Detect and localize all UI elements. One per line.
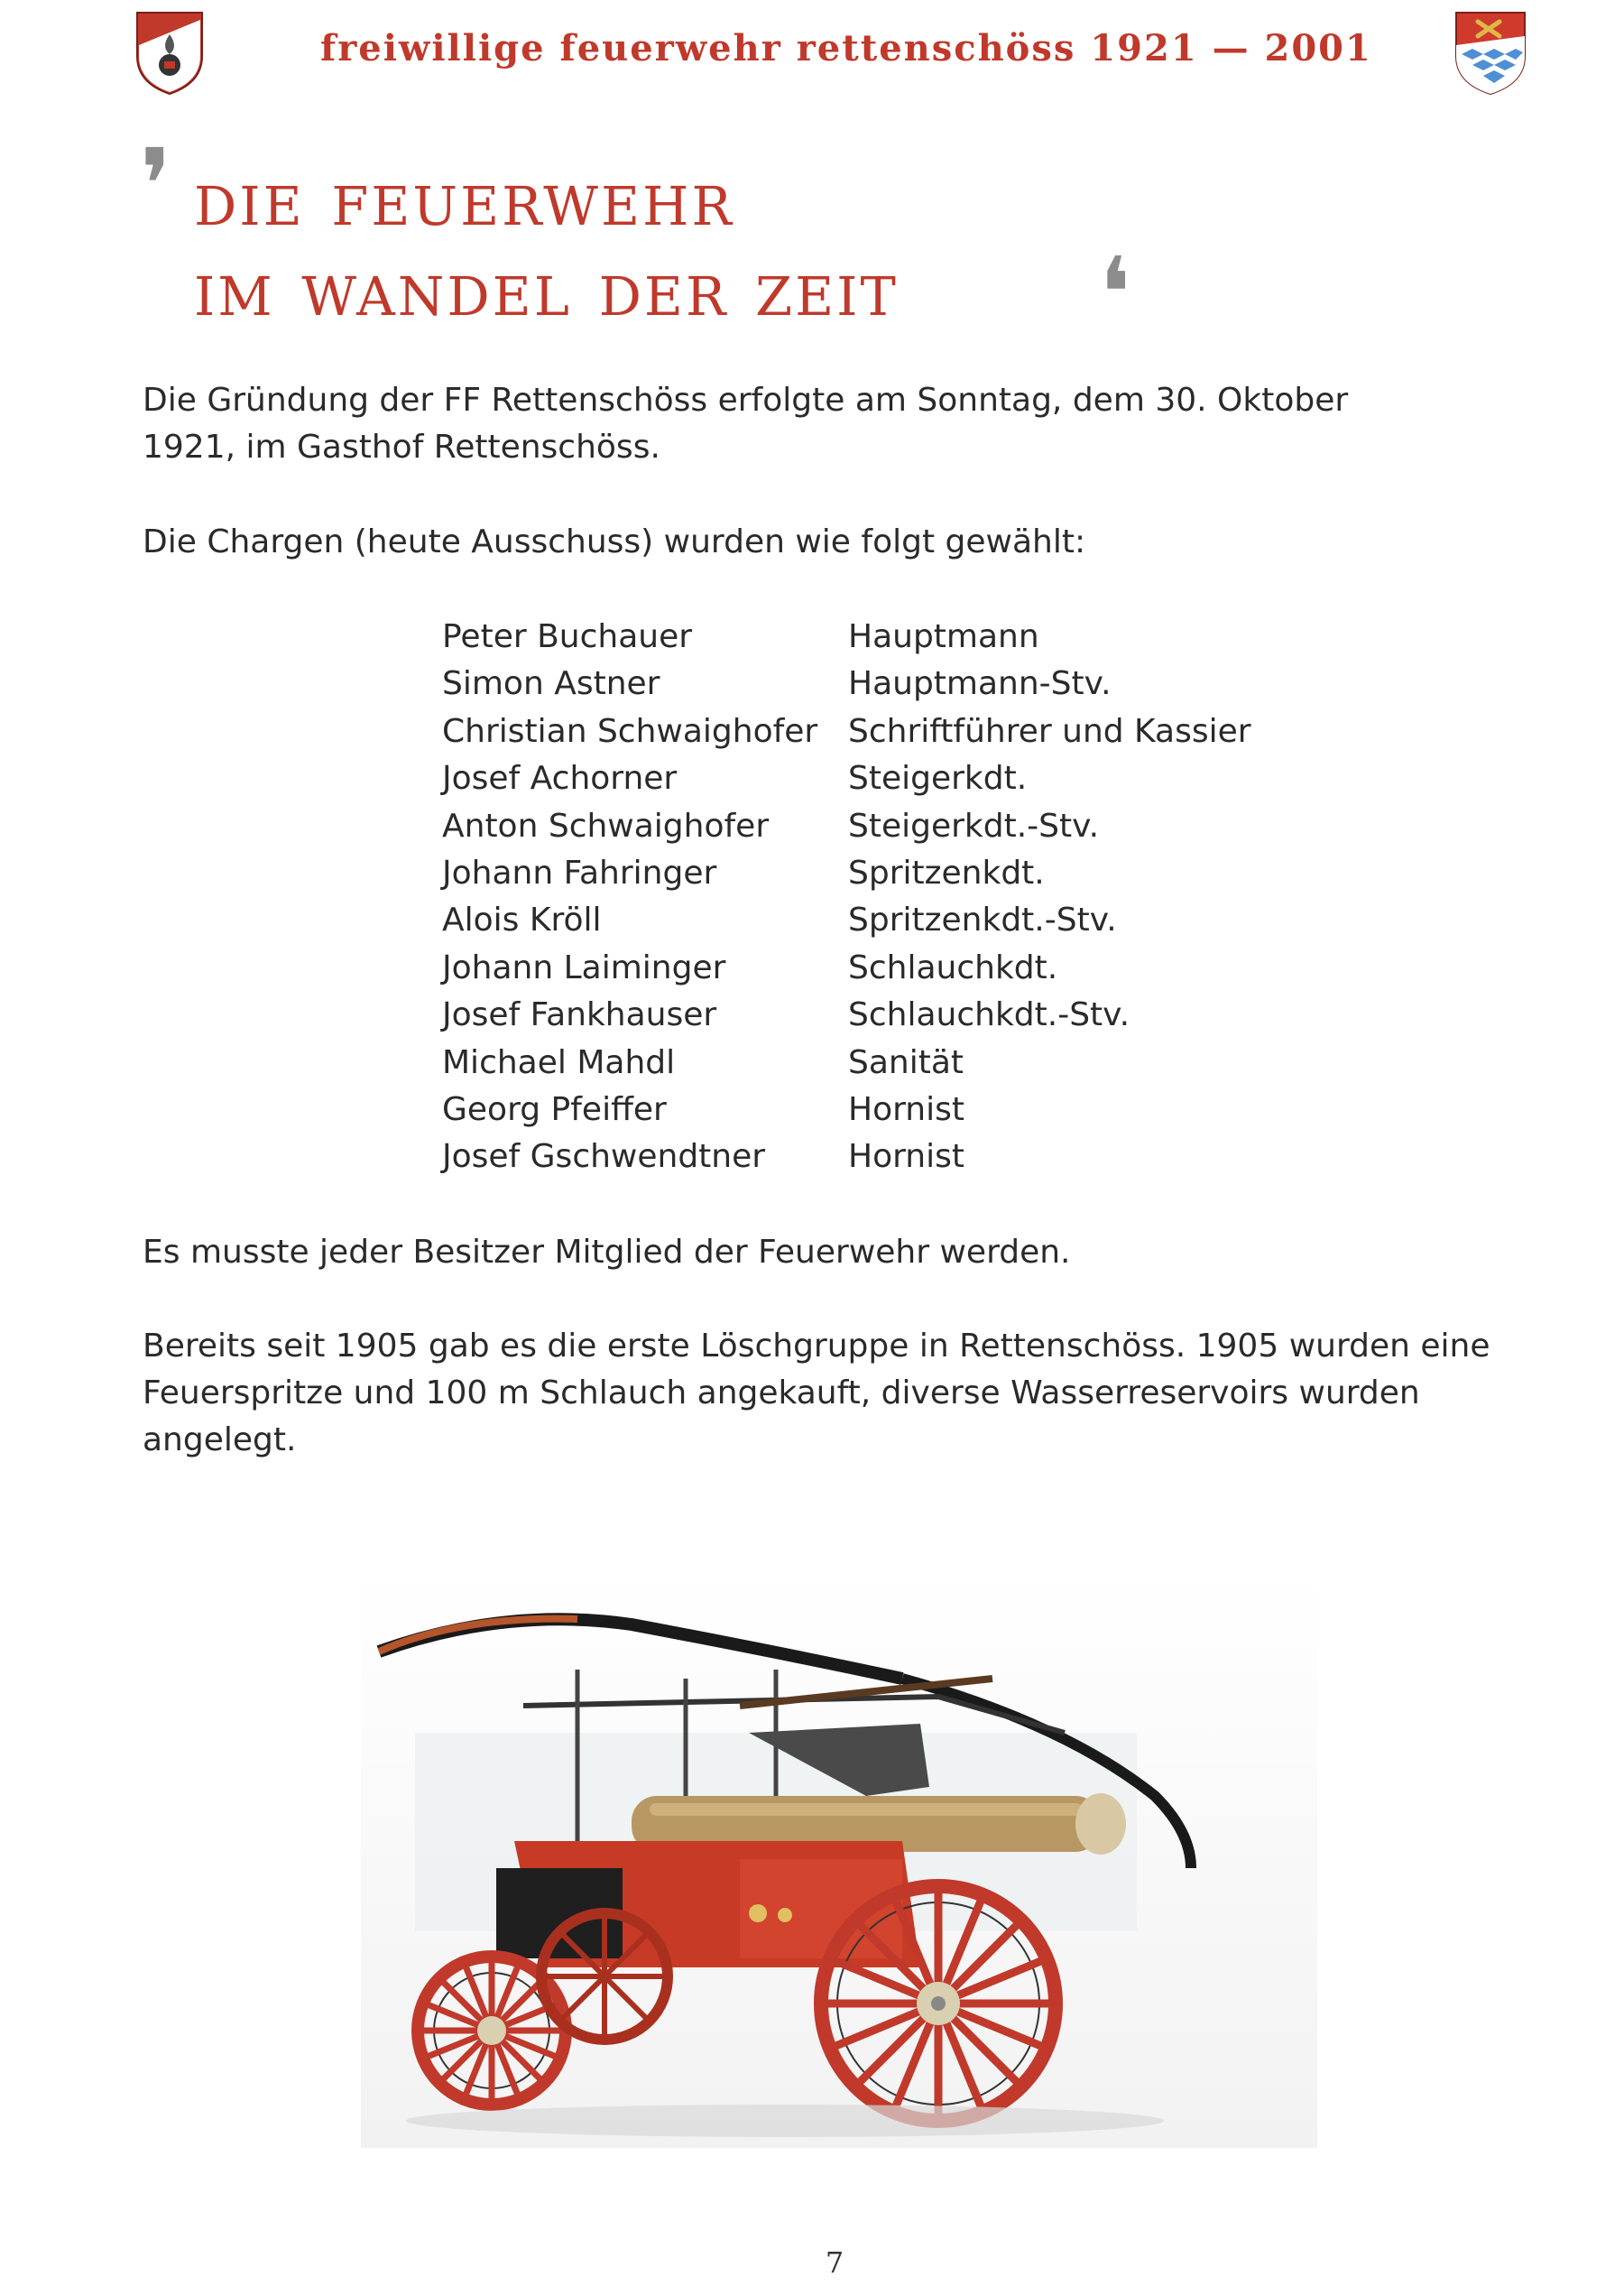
page-title — [194, 153, 899, 334]
roster-list — [442, 614, 1353, 1181]
roster-row — [442, 755, 1353, 802]
roster-role: Hornist — [848, 1090, 964, 1128]
opening-quote-mark: ❜ — [140, 127, 172, 243]
roster-row — [442, 850, 1353, 897]
roster-name: Michael Mahdl — [442, 1043, 676, 1081]
roster-name: Josef Gschwendtner — [442, 1138, 766, 1176]
roster-role: Steigerkdt.-Stv. — [848, 807, 1100, 845]
roster-role: Schriftführer und Kassier — [848, 712, 1251, 750]
page-title-line-1: die feuerwehr — [194, 154, 734, 243]
roster-row — [442, 803, 1353, 850]
roster-row — [442, 661, 1353, 708]
roster-name: Johann Fahringer — [442, 854, 717, 892]
roster-role: Spritzenkdt.-Stv. — [848, 902, 1117, 939]
roster-name: Josef Fankhauser — [442, 996, 717, 1034]
roster-name: Georg Pfeiffer — [442, 1090, 667, 1128]
header-title: freiwillige feuerwehr rettenschöss 1921 — 2001 — [320, 27, 1372, 69]
roster-row — [442, 1134, 1353, 1180]
roster-role: Schlauchkdt.-Stv. — [848, 996, 1130, 1034]
roster-name: Peter Buchauer — [442, 618, 693, 655]
roster-row — [442, 708, 1353, 755]
closing-quote-mark: ❛ — [1099, 236, 1131, 351]
roster-role: Spritzenkdt. — [848, 854, 1045, 892]
history-paragraph: Bereits seit 1905 gab es die erste Löschgruppe in Rettenschöss. 1905 wurden eine Feuerspritze und 100 m Schlauch angekauft, diverse Wasserreservoirs wurden angelegt. — [143, 1328, 1490, 1458]
roster-name: Christian Schwaighofer — [442, 712, 818, 750]
roster-role: Sanität — [848, 1043, 964, 1081]
chargen-intro-paragraph: Die Chargen (heute Ausschuss) wurden wie folgt gewählt: — [143, 523, 1086, 560]
roster-role: Hauptmann — [848, 618, 1039, 655]
roster-row — [442, 945, 1353, 992]
roster-name: Simon Astner — [442, 665, 660, 703]
municipal-crest-icon — [1453, 9, 1528, 96]
roster-row — [442, 992, 1353, 1039]
fire-brigade-crest-icon — [134, 9, 206, 96]
roster-role: Schlauchkdt. — [848, 949, 1058, 986]
founding-paragraph: Die Gründung der FF Rettenschöss erfolgte am Sonntag, dem 30. Oktober 1921, im Gasthof Rettenschöss. — [143, 382, 1349, 466]
roster-row — [442, 614, 1353, 661]
roster-role: Hornist — [848, 1138, 964, 1176]
page-number: 7 — [825, 2245, 844, 2280]
roster-role: Hauptmann-Stv. — [848, 665, 1112, 703]
roster-name: Anton Schwaighofer — [442, 807, 770, 845]
roster-name: Josef Achorner — [442, 760, 678, 798]
fire-pump-cart-photo — [361, 1570, 1317, 2148]
roster-name: Johann Laiminger — [442, 949, 726, 986]
members-paragraph: Es musste jeder Besitzer Mitglied der Feuerwehr werden. — [143, 1234, 1071, 1271]
roster-role: Steigerkdt. — [848, 760, 1028, 798]
roster-row — [442, 1040, 1353, 1087]
roster-name: Alois Kröll — [442, 902, 602, 939]
roster-row — [442, 1087, 1353, 1134]
roster-row — [442, 897, 1353, 944]
page-title-line-2: im wandel der zeit — [194, 245, 899, 333]
